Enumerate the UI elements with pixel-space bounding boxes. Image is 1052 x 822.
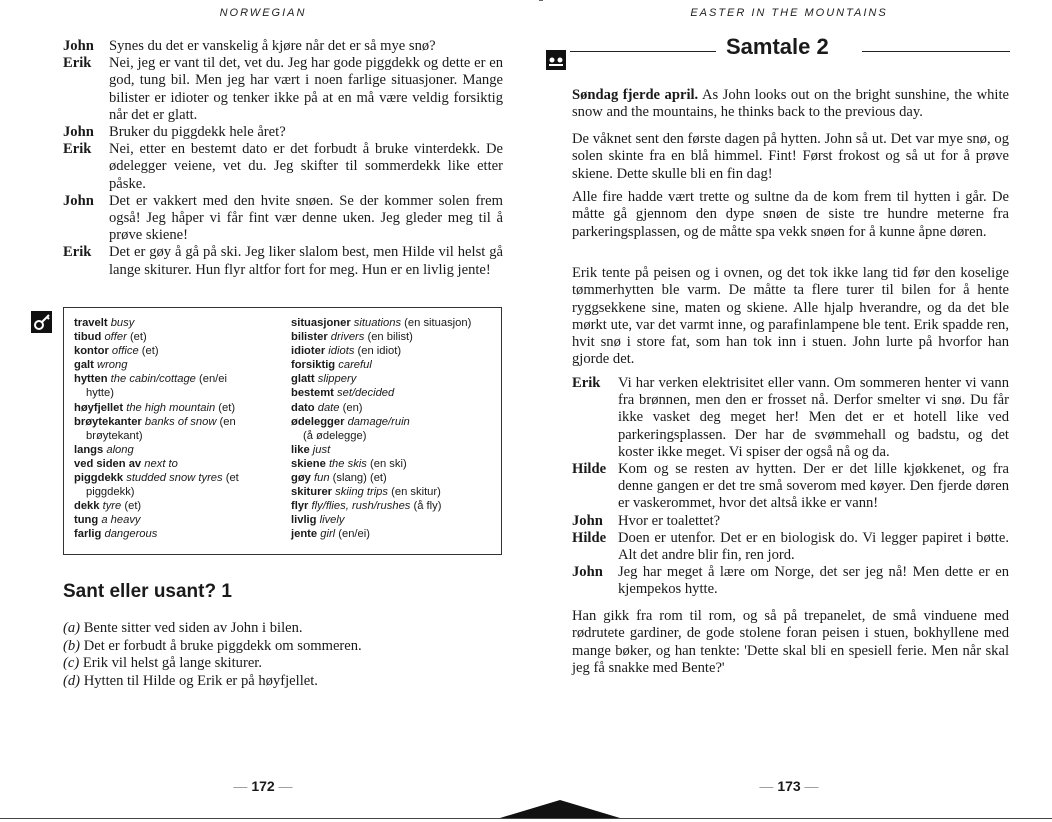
intro-date: Søndag fjerde april. [572, 87, 699, 103]
vocab-note-continued: brøytekant) [86, 429, 143, 442]
vocab-word: tung [74, 514, 99, 527]
dialogue-line [572, 530, 1009, 564]
vocab-entry [291, 513, 496, 527]
vocab-entry [291, 330, 496, 344]
exercise-heading: Sant eller usant? 1 [63, 581, 232, 602]
page-bottom-edge [0, 818, 1052, 819]
speaker: John [572, 512, 603, 529]
vocab-translation: the skis [328, 457, 367, 470]
vocab-translation: situations [353, 317, 402, 329]
vocab-translation: careful [338, 359, 372, 372]
vocab-translation: banks of snow [144, 415, 217, 428]
vocab-entry [74, 471, 279, 485]
vocab-note: (et) [138, 345, 159, 358]
vocab-word: skiene [291, 457, 326, 470]
vocab-translation: fly/flies, rush/rushes [311, 500, 411, 513]
running-head-right: EASTER IN THE MOUNTAINS [690, 7, 888, 19]
vocab-translation: studded snow tyres [126, 472, 223, 485]
vocab-translation: dangerous [104, 528, 158, 541]
dialogue-line [572, 513, 1009, 530]
vocab-word: skiturer [291, 486, 333, 499]
exercise-list [63, 620, 503, 690]
line-text: Kom og se resten av hytten. Der er det lille kjøkkenet, og fra denne gangen er det tre små soverom med køyer. Den fjerde døren er vaskerommet, hvor det altså ikke er vann! [618, 461, 1009, 512]
speaker: John [572, 564, 603, 581]
vocab-word: situasjoner [291, 317, 351, 329]
line-text: Nei, etter en bestemt dato er det forbudt å bruke vinterdekk. De ødelegger veiene, vet du. Jeg skifter til sommerdekk like etter påske. [109, 141, 503, 192]
paragraph: Alle fire hadde vært trette og sultne da de kom frem til hytten i går. De måtte gå gjennom den dype snøen de siste tre hundre meterne fra parkeringsplassen, og de måtte spa vekk snøen for å kunne åpne døren. [572, 189, 1009, 240]
vocab-entry [74, 344, 279, 358]
vocab-translation: skiing trips [335, 486, 389, 499]
vocab-translation: busy [110, 317, 135, 329]
item-label: (a) [63, 620, 81, 636]
vocab-word: gøy [291, 472, 311, 485]
vocab-note-continued: (å ødelegge) [303, 429, 367, 442]
vocab-translation: the high mountain [126, 401, 216, 414]
page-number-right: — 173 — [759, 778, 819, 794]
vocab-entry [74, 527, 279, 541]
dialogue-line [63, 244, 503, 278]
vocab-word: brøytekanter [74, 415, 142, 428]
vocab-translation: along [106, 443, 134, 456]
vocab-entry [74, 443, 279, 457]
line-text: Vi har verken elektrisitet eller vann. Om sommeren henter vi vann fra brønnen, men den er frosset nå. Derfor smelter vi snø. Du får ikke vasket deg meget her! Men det er et hotell like ved parkeringsplassen. Der har de svømmehall og badstu, og det koster ikke meget. Vi spiser der også nå og da. [618, 375, 1009, 460]
vocab-translation: wrong [97, 359, 128, 372]
vocab-translation: offer [104, 331, 127, 344]
vocab-note: (en idiot) [354, 345, 402, 358]
paragraph: De våknet sent den første dagen på hytten. John så ut. Det var mye snø, og solen skinte fra en blå himmel. Fint! Først frokost og så ut for å prøve skiene. Dette skulle bli en fin dag! [572, 131, 1009, 182]
line-text: Det er vakkert med den hvite snøen. Se der kommer solen frem også! Jeg håper vi får fint vær denne uken. Jeg gleder meg til å prøve skiene! [109, 192, 503, 244]
dialogue-line [63, 55, 503, 124]
vocab-entry [291, 443, 496, 457]
vocab-word: langs [74, 443, 104, 456]
vocab-word: hytten [74, 373, 108, 386]
vocab-entry [291, 527, 496, 541]
item-text: Det er forbudt å bruke piggdekk om sommeren. [83, 637, 362, 654]
vocab-entry [74, 457, 279, 471]
vocab-translation: date [317, 401, 340, 414]
section-title: Samtale 2 [726, 34, 829, 59]
vocab-translation: fun [314, 472, 330, 485]
vocab-note: (et) [215, 401, 236, 414]
right-page [526, 0, 1052, 822]
vocab-word: dekk [74, 500, 100, 513]
line-text: Bruker du piggdekk hele året? [109, 124, 286, 141]
speaker: John [63, 38, 94, 54]
vocabulary-box-rule [64, 307, 501, 308]
exercise-item [63, 620, 503, 638]
vocab-note-continued: hytte) [86, 387, 114, 400]
title-rule-left [570, 51, 716, 52]
vocab-word: bilister [291, 331, 328, 344]
vocab-entry [74, 513, 279, 527]
item-text: Hytten til Hilde og Erik er på høyfjellet. [83, 672, 318, 689]
vocab-word: farlig [74, 528, 102, 541]
exercise-item [63, 638, 503, 656]
vocab-entry [291, 471, 496, 485]
dialogue-left [63, 38, 503, 279]
vocab-translation: tyre [102, 500, 122, 513]
dialogue-right [572, 375, 1009, 599]
speaker: Erik [63, 55, 92, 72]
item-label: (c) [63, 655, 80, 671]
vocab-word: travelt [74, 317, 108, 329]
vocab-word: galt [74, 359, 94, 372]
item-label: (d) [63, 672, 81, 689]
item-label: (b) [63, 637, 81, 654]
vocab-word: tibud [74, 331, 102, 344]
vocab-translation: the cabin/cottage [110, 373, 196, 386]
vocab-word: glatt [291, 373, 315, 386]
vocab-entry [291, 344, 496, 358]
vocab-translation: a heavy [101, 514, 141, 527]
vocab-word: ved siden av [74, 457, 142, 470]
vocabulary-key-icon [31, 311, 52, 333]
vocab-translation: office [111, 345, 139, 358]
vocab-entry [291, 499, 496, 513]
dialogue-line [572, 564, 1009, 598]
speaker: Erik [63, 141, 92, 158]
speaker: Erik [572, 375, 601, 391]
vocab-word: livlig [291, 514, 317, 527]
dialogue-line [572, 375, 1009, 461]
vocab-entry [74, 330, 279, 344]
vocab-word: dato [291, 401, 315, 414]
vocab-word: jente [291, 528, 318, 541]
vocab-entry [74, 401, 279, 415]
vocab-word: bestemt [291, 387, 334, 400]
vocab-word: idioter [291, 345, 326, 358]
vocabulary-column-left [74, 316, 279, 542]
vocab-entry [291, 415, 496, 429]
vocab-translation: damage/ruin [347, 415, 410, 428]
dialogue-line [572, 461, 1009, 513]
vocab-entry [291, 485, 496, 499]
vocab-translation: idiots [328, 345, 355, 358]
item-text: Bente sitter ved siden av John i bilen. [83, 620, 303, 636]
paragraph: Han gikk fra rom til rom, og så på trepanelet, de små vinduene med rødrutete gardiner, de gode stolene foran peisen i stuen, bokhyllene med mange bøker, og han tenkte: 'Dette skal bli en spesiell ferie. Men når skal jeg få snakke med Bente?' [572, 608, 1009, 676]
line-text: Synes du det er vanskelig å kjøre når det er så mye snø? [109, 38, 436, 54]
line-text: Nei, jeg er vant til det, vet du. Jeg har gode piggdekk og dette er en god, tung bil. Men jeg har vært i noen farlige situasjoner. Mange bilister er idioter og tenker ikke på at en må være veldig forsiktig når det er glatt. [109, 55, 503, 123]
vocab-entry [74, 499, 279, 513]
running-head-left: NORWEGIAN [219, 7, 307, 19]
line-text: Det er gøy å gå på ski. Jeg liker slalom best, men Hilde vil helst gå lange skiturer. Hun flyr altfor fort for meg. Hun er en livlig jente! [109, 244, 503, 278]
speaker: Hilde [572, 461, 607, 478]
vocab-translation: slippery [317, 373, 357, 386]
page-number-value: 173 [777, 778, 801, 794]
vocabulary-box [63, 307, 502, 555]
vocab-entry [291, 372, 496, 386]
vocab-entry [291, 386, 496, 400]
vocab-translation: girl [320, 528, 336, 541]
vocab-note: (et [222, 472, 239, 485]
vocabulary-column-right [291, 316, 496, 542]
page-number-left: — 172 — [233, 778, 293, 794]
title-rule-right [862, 51, 1010, 52]
paragraph: Erik tente på peisen og i ovnen, og det tok ikke lang tid før den koselige tømmerhytten ble varm. De måtte ta flere turer til bilen for å hente ryggsekkene sine, maten og skiene. Alle hjalp hverandre, og da det ble mørkt ute, var det varmt inne, og parafinlampene ble tent. Erik spadde ren, hvit snø i store fat, som han tok inn i stuen. John lurte på hvorfor han gjorde det. [572, 265, 1009, 368]
vocab-note: (en) [339, 401, 363, 414]
vocab-word: flyr [291, 500, 309, 513]
vocab-word: piggdekk [74, 472, 124, 485]
vocab-note: (en skitur) [388, 486, 441, 499]
vocab-entry [74, 415, 279, 429]
vocab-translation: just [312, 443, 331, 456]
vocab-note: (et) [126, 331, 147, 344]
vocab-note: (en bilist) [364, 331, 413, 344]
vocab-translation: lively [319, 514, 345, 527]
vocab-note: (en/ei [195, 373, 227, 386]
vocab-translation: drivers [330, 331, 365, 344]
dialogue-line [63, 124, 503, 141]
vocab-note: (slang) (et) [329, 472, 387, 485]
vocab-entry [291, 401, 496, 415]
dialogue-line [63, 193, 503, 245]
vocab-note-continued: piggdekk) [86, 486, 135, 499]
vocab-entry [291, 358, 496, 372]
vocab-word: høyfjellet [74, 401, 124, 414]
vocab-word: like [291, 443, 310, 456]
vocab-entry [291, 316, 496, 330]
book-spine-shadow [500, 800, 620, 818]
intro-text: As John looks out on the bright sunshine, the white snow and the mountains, he thinks back to the previous day. [572, 87, 1009, 121]
vocab-translation: next to [144, 457, 178, 470]
item-text: Erik vil helst gå lange skiturer. [82, 655, 262, 671]
dialogue-line [63, 38, 503, 55]
vocab-entry [74, 316, 279, 330]
speaker: Erik [63, 244, 92, 261]
vocab-translation: set/decided [337, 387, 395, 400]
vocab-note: (et) [121, 500, 142, 513]
line-text: Hvor er toalettet? [618, 512, 721, 529]
speaker: John [63, 124, 94, 141]
page-number-value: 172 [251, 778, 275, 794]
audio-cassette-icon [546, 50, 566, 70]
line-text: Jeg har meget å lære om Norge, det ser jeg nå! Men dette er en kjempekos hytte. [618, 564, 1009, 598]
vocab-entry [291, 457, 496, 471]
vocab-word: kontor [74, 345, 109, 358]
vocab-entry [74, 372, 279, 386]
speaker: John [63, 192, 94, 209]
vocab-note: (en [216, 415, 236, 428]
exercise-item [63, 673, 503, 691]
vocab-word: forsiktig [291, 359, 336, 372]
vocab-note: (en/ei) [335, 528, 370, 541]
vocab-entry [74, 358, 279, 372]
intro-paragraph [572, 87, 1009, 122]
vocab-word: ødelegger [291, 415, 345, 428]
line-text: Doen er utenfor. Det er en biologisk do. Vi legger papiret i bøtte. Alt det andre blir fin, ren jord. [618, 529, 1009, 564]
speaker: Hilde [572, 529, 607, 546]
vocab-note: (en ski) [366, 457, 407, 470]
vocab-note: (en situasjon) [401, 317, 472, 329]
vocab-note: (å fly) [410, 500, 442, 513]
exercise-item [63, 655, 503, 673]
dialogue-line [63, 141, 503, 193]
